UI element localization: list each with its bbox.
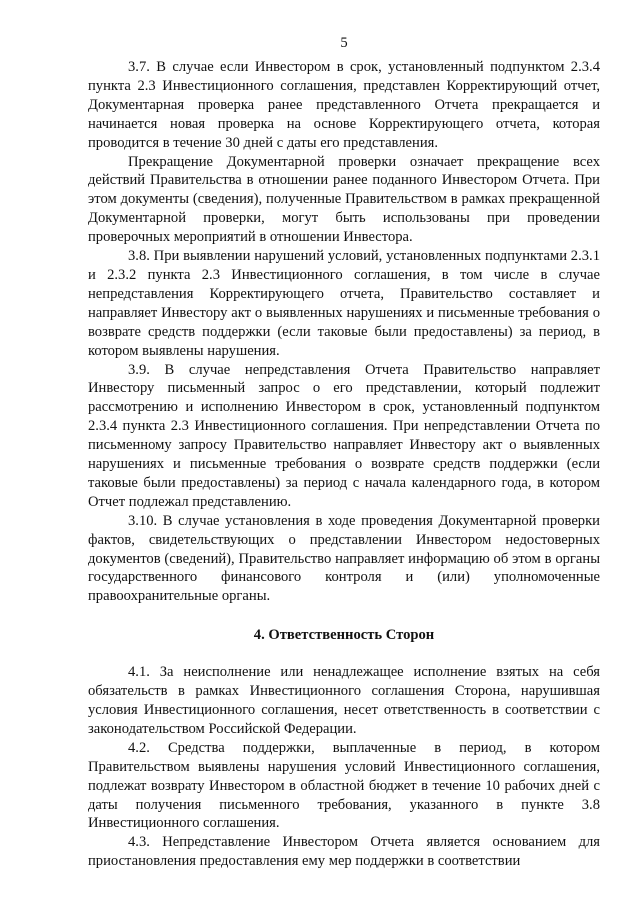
paragraph-3-9: 3.9. В случае непредставления Отчета Правительство направляет Инвестору письменный запрос о его представлении, который подлежит рассмотрению и исполнению Инвестором в срок, установленный подпунктом 2.3.4 пункта 2.3 Инвестиционного соглашения. При непредставлении Отчета по письменному запросу Правительство направляет Инвестору акт о выявленных нарушениях и письменные требования о возврате средств поддержки (если таковые были предоставлены) за период с начала календарного года, в котором Отчет подлежал представлению.: [88, 361, 600, 510]
paragraph-4-1: 4.1. За неисполнение или ненадлежащее исполнение взятых на себя обязательств в рамках Инвестиционного соглашения Сторона, нарушившая условия Инвестиционного соглашения, несет ответственность в соответствии с законодательством Российской Федерации.: [88, 664, 600, 737]
paragraph-3-10: 3.10. В случае установления в ходе проведения Документарной проверки фактов, свидетельствующих о представлении Инвестором недостоверных документов (сведений), Правительство направляет информацию об этом в органы государственного финансового контроля и (или) уполномоченные правоохранительные органы.: [88, 512, 600, 605]
section-3-continued: [88, 58, 600, 606]
paragraph-3-8: 3.8. При выявлении нарушений условий, установленных подпунктами 2.3.1 и 2.3.2 пункта 2.3 Инвестиционного соглашения, в том числе в случае непредставления Корректирующего отчета, Правительство составляет и направляет Инвестору акт о выявленных нарушениях и письменные требования о возврате средств поддержки (если таковые были предоставлены) за период, в котором выявлены нарушения.: [88, 248, 600, 359]
paragraph-4-2: 4.2. Средства поддержки, выплаченные в период, в котором Правительством выявлены нарушения условий Инвестиционного соглашения, подлежат возврату Инвестором в областной бюджет в течение 10 рабочих дней с даты получения письменного требования, указанного в пункте 3.8 Инвестиционного соглашения.: [88, 739, 600, 832]
section-4: [88, 663, 600, 871]
paragraph-4-3: 4.3. Непредставление Инвестором Отчета является основанием для приостановления предоставления ему мер поддержки в соответствии: [88, 834, 600, 870]
paragraph-3-7-continuation: Прекращение Документарной проверки означает прекращение всех действий Правительства в отношении ранее поданного Инвестором Отчета. При этом документы (сведения), полученные Правительством в рамках прекращенной Документарной проверки, могут быть использованы при проведении проверочных мероприятий в отношении Инвестора.: [88, 153, 600, 246]
section-heading: 4. Ответственность Сторон: [253, 627, 435, 644]
page-number: 5: [340, 35, 348, 51]
paragraph-3-7: 3.7. В случае если Инвестором в срок, установленный подпунктом 2.3.4 пункта 2.3 Инвестиционного соглашения, представлен Корректирующий отчет, Документарная проверка ранее представленного Отчета прекращается и начинается новая проверка на основе Корректирующего отчета, которая проводится в течение 30 дней с даты его представления.: [88, 59, 600, 151]
